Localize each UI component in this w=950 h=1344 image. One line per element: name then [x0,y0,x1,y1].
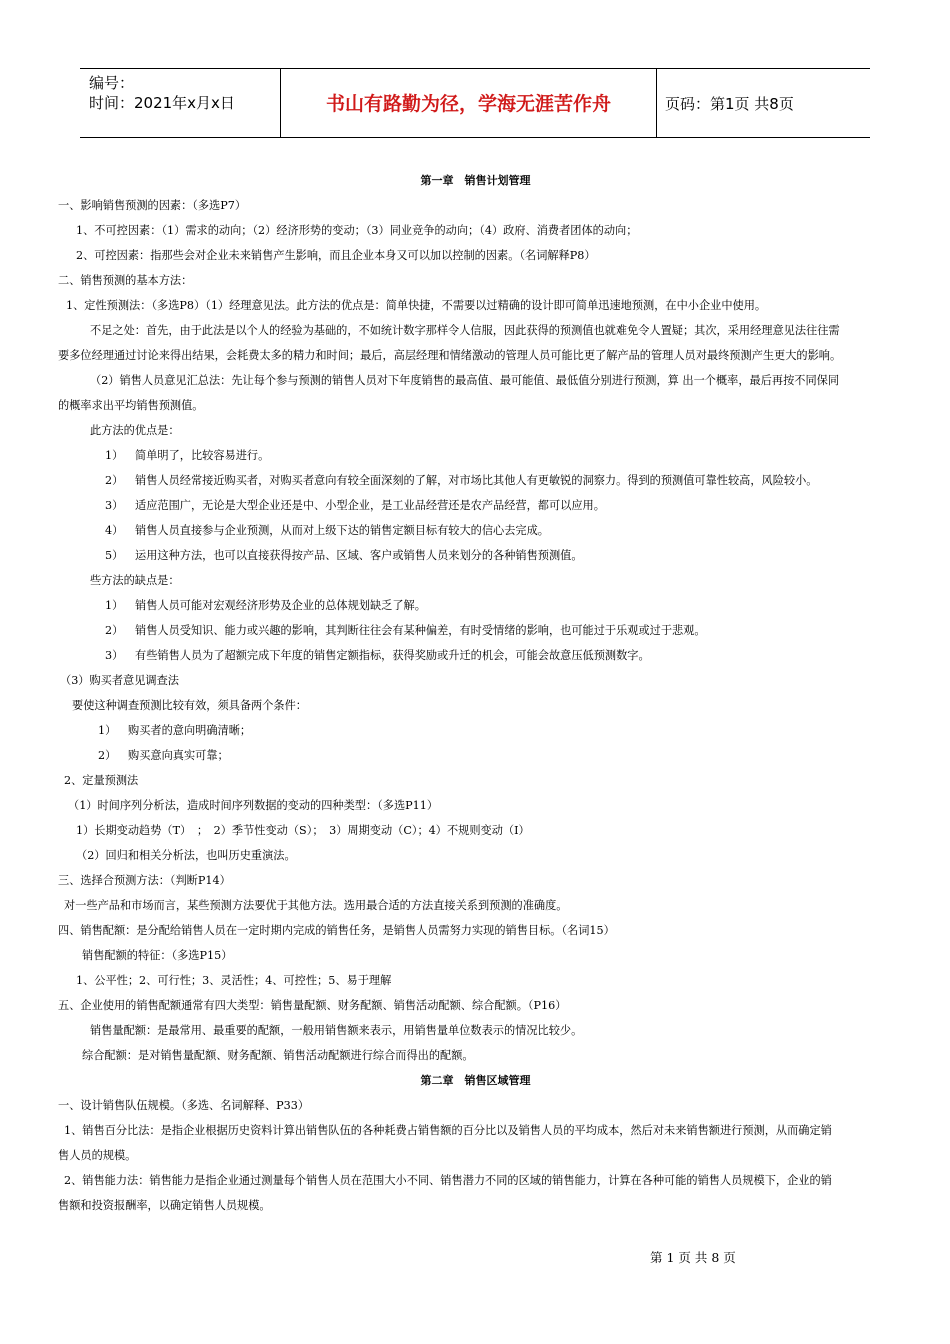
paragraph [58,343,893,368]
text-run: （3）购买者意见调查法 [60,674,179,687]
paragraph [58,193,893,218]
text-run: （2）销售人员意见汇总法：先让每个参与预测的销售人员对下年度销售的最高值、最可能值、最低值分别进行预测，算 出一个概率，最后再按不同保同 [90,374,840,387]
text-run: 2、可控因素：指那些会对企业未来销售产生影响，而且企业本身又可以加以控制的因素。（名词解释P8） [76,249,596,262]
text-run: 二、销售预测的基本方法： [58,274,193,287]
text-run: 此方法的优点是： [90,424,180,437]
text-run: 销售人员可能对宏观经济形势及企业的总体规划缺乏了解。 [135,599,426,612]
list-item [58,743,893,768]
paragraph [58,1168,893,1193]
text-run: 1、定性预测法：（多选P8）（1）经理意见法。此方法的优点是：简单快捷，不需要以过精确的设计即可简单迅速地预测，在中小企业中使用。 [66,299,767,312]
paragraph [58,793,893,818]
list-marker: 4） [105,524,124,537]
text-run: 销售人员受知识、能力或兴趣的影响，其判断往往会有某种偏差，有时受情绪的影响，也可能过于乐观或过于悲观。 [135,624,706,637]
list-item [58,643,893,668]
paragraph [58,868,893,893]
list-marker: 2） [105,624,124,637]
text-run: 四、销售配额：是分配给销售人员在一定时期内完成的销售任务，是销售人员需努力实现的销售目标。（名词15） [58,924,615,937]
text-run: 一、影响销售预测的因素：（多选P7） [58,199,247,212]
page-footer: 第 1 页 共 8 页 [650,1250,736,1265]
text-run: 1、公平性；2、可行性；3、灵活性；4、可控性；5、易于理解 [76,974,392,987]
paragraph [58,918,893,943]
paragraph [58,568,893,593]
list-marker: 1） [98,724,117,737]
list-item [58,493,893,518]
paragraph [58,1143,893,1168]
text-run: 销售人员直接参与企业预测，从而对上级下达的销售定额目标有较大的信心去完成。 [135,524,549,537]
paragraph [58,1193,893,1218]
text-run: 销售人员经常接近购买者，对购买者意向有较全面深刻的了解，对市场比其他人有更敏锐的洞察力。得到的预测值可靠性较高，风险较小。 [135,474,818,487]
paragraph [58,318,893,343]
text-run: 一、设计销售队伍规模。（多选、名词解释、P33） [58,1099,310,1112]
paragraph [58,768,893,793]
paragraph [58,393,893,418]
list-marker: 3） [105,499,124,512]
list-marker: 1） [105,599,124,612]
text-run: 销售量配额：是最常用、最重要的配额，一般用销售额来表示，用销售量单位数表示的情况比较少。 [90,1024,583,1037]
document-body [58,168,893,1218]
paragraph [58,268,893,293]
paragraph [58,1018,893,1043]
text-run: 运用这种方法，也可以直接获得按产品、区域、客户或销售人员来划分的各种销售预测值。 [135,549,583,562]
paragraph [58,368,893,393]
page-label: 页码：第1页 共8页 [665,95,794,113]
number-label: 编号： [89,74,135,92]
text-run: 的概率求出平均销售预测值。 [58,399,204,412]
text-run: 三、选择合预测方法：（判断P14） [58,874,231,887]
text-run: 适应范围广，无论是大型企业还是中、小型企业，是工业品经营还是农产品经营，都可以应用。 [135,499,605,512]
paragraph [58,1093,893,1118]
list-marker: 3） [105,649,124,662]
paragraph [58,943,893,968]
text-run: 要多位经理通过讨论来得出结果，会耗费太多的精力和时间；最后，高层经理和情绪激动的管理人员可能比更了解产品的管理人员对最终预测产生更大的影响。 [58,349,842,362]
list-item [58,593,893,618]
text-run: （1）时间序列分析法，造成时间序列数据的变动的四种类型：（多选P11） [68,799,439,812]
paragraph [58,1118,893,1143]
text-run: 要使这种调查预测比较有效，须具备两个条件： [72,699,307,712]
text-run: 五、企业使用的销售配额通常有四大类型：销售量配额、财务配额、销售活动配额、综合配额。（P16） [58,999,567,1012]
list-item [58,468,893,493]
list-marker: 1） [105,449,124,462]
paragraph [58,418,893,443]
list-marker: 5） [105,549,124,562]
paragraph [58,1043,893,1068]
list-marker: 2） [105,474,124,487]
chapter-2-title: 第二章 销售区域管理 [420,1074,531,1087]
time-label: 时间：2021年x月x日 [89,94,235,112]
text-run: （2）回归和相关分析法，也叫历史重演法。 [76,849,296,862]
text-run: 对一些产品和市场而言，某些预测方法要优于其他方法。选用最合适的方法直接关系到预测的准确度。 [64,899,568,912]
text-run: 1、不可控因素：（1）需求的动向；（2）经济形势的变动；（3）同业竞争的动向；（4）政府、消费者团体的动向； [76,224,638,237]
paragraph [58,218,893,243]
header-info-cell [80,69,280,137]
list-item [58,543,893,568]
text-run: 售人员的规模。 [58,1149,137,1162]
paragraph [58,843,893,868]
paragraph [58,668,893,693]
paragraph [58,243,893,268]
text-run: 购买者的意向明确清晰； [128,724,252,737]
paragraph [58,893,893,918]
list-item [58,443,893,468]
text-run: 售额和投资报酬率，以确定销售人员规模。 [58,1199,271,1212]
document-header [80,68,870,138]
text-run: 有些销售人员为了超额完成下年度的销售定额指标，获得奖励或升迁的机会，可能会故意压低预测数字。 [135,649,650,662]
text-run: 2、定量预测法 [64,774,139,787]
text-run: 1）长期变动趋势（T） ； 2）季节性变动（S）； 3）周期变动（C）；4）不规则变动（I） [76,824,530,837]
paragraph [58,693,893,718]
text-run: 综合配额：是对销售量配额、财务配额、销售活动配额进行综合而得出的配额。 [82,1049,474,1062]
paragraph [58,818,893,843]
paragraph [58,993,893,1018]
list-item [58,618,893,643]
text-run: 购买意向真实可靠； [128,749,229,762]
text-run: 些方法的缺点是： [90,574,180,587]
list-marker: 2） [98,749,117,762]
paragraph [58,968,893,993]
text-run: 1、销售百分比法：是指企业根据历史资料计算出销售队伍的各种耗费占销售额的百分比以及销售人员的平均成本，然后对未来销售额进行预测，从而确定销 [64,1124,832,1137]
paragraph [58,293,893,318]
text-run: 销售配额的特征：（多选P15） [82,949,233,962]
list-item [58,718,893,743]
list-item [58,518,893,543]
text-run: 简单明了，比较容易进行。 [135,449,270,462]
chapter-1-title: 第一章 销售计划管理 [420,174,531,187]
text-run: 2、销售能力法：销售能力是指企业通过测量每个销售人员在范围大小不同、销售潜力不同的区域的销售能力，计算在各种可能的销售人员规模下，企业的销 [64,1174,832,1187]
motto: 书山有路勤为径，学海无涯苦作舟 [280,69,657,137]
text-run: 不足之处：首先，由于此法是以个人的经验为基础的，不如统计数字那样令人信服，因此获得的预测值也就难免令人置疑；其次，采用经理意见法往往需 [90,324,840,337]
